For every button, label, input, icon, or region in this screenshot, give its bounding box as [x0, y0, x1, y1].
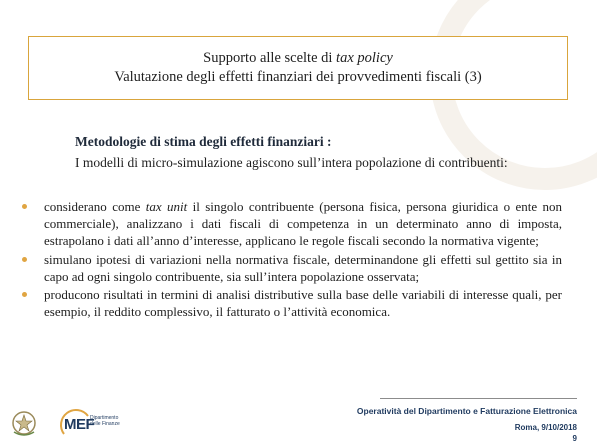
bullet-dot-icon [22, 257, 27, 262]
title-prefix: Supporto alle scelte di [203, 50, 333, 66]
page-number: 9 [572, 434, 577, 443]
list-item [22, 198, 562, 250]
section-subtitle: Metodologie di stima degli effetti finanziari : [75, 134, 332, 149]
mef-logo-text: MEF [64, 416, 95, 433]
bullet-dot-icon [22, 204, 27, 209]
footer-divider [380, 398, 577, 399]
republic-emblem-icon [10, 408, 38, 438]
title-italic-term: tax policy [336, 50, 393, 66]
bullet-dot-icon [22, 292, 27, 297]
mef-logo-subtitle [90, 415, 120, 427]
footer-title: Operatività del Dipartimento e Fatturazione Elettronica [356, 406, 577, 416]
bullet-prefix: considerano come [44, 199, 141, 214]
slide-title-line2: Valutazione degli effetti finanziari dei provvedimenti fiscali (3) [114, 69, 482, 85]
list-item [22, 251, 562, 285]
slide-title-box [28, 36, 568, 100]
bullet-text: producono risultati in termini di analisi distributive sulla base delle variabili di interesse quali, per esempio, il reddito complessivo, il fatturato o l’attività economica. [44, 287, 562, 320]
bullet-rest: il singolo contribuente (persona fisica, persona giuridica o ente non commerciale), analizzano i dati fiscali di competenza in un determinato anno di imposta, estrapolano i dati all’anno d’interesse, applicano le regole fiscali secondo la normativa vigente; [44, 199, 563, 249]
logo-sub-line1: Dipartimento [90, 415, 119, 421]
bullet-text: simulano ipotesi di variazioni nella normativa fiscale, determinandone gli effetti sul gettito sia in capo ad ogni singolo contribuente, sia sull’intera popolazione osservata; [44, 251, 562, 284]
logo-sub-line2: delle Finanze [90, 421, 120, 427]
footer-date: Roma, 9/10/2018 [514, 423, 577, 432]
bullet-italic-term: tax unit [145, 199, 188, 214]
list-item [22, 286, 562, 320]
slide-title-line1 [203, 49, 393, 68]
bullet-text [44, 198, 562, 250]
bullet-list [22, 198, 562, 321]
intro-text: I modelli di micro-simulazione agiscono sull’intera popolazione di contribuenti: [75, 155, 508, 170]
